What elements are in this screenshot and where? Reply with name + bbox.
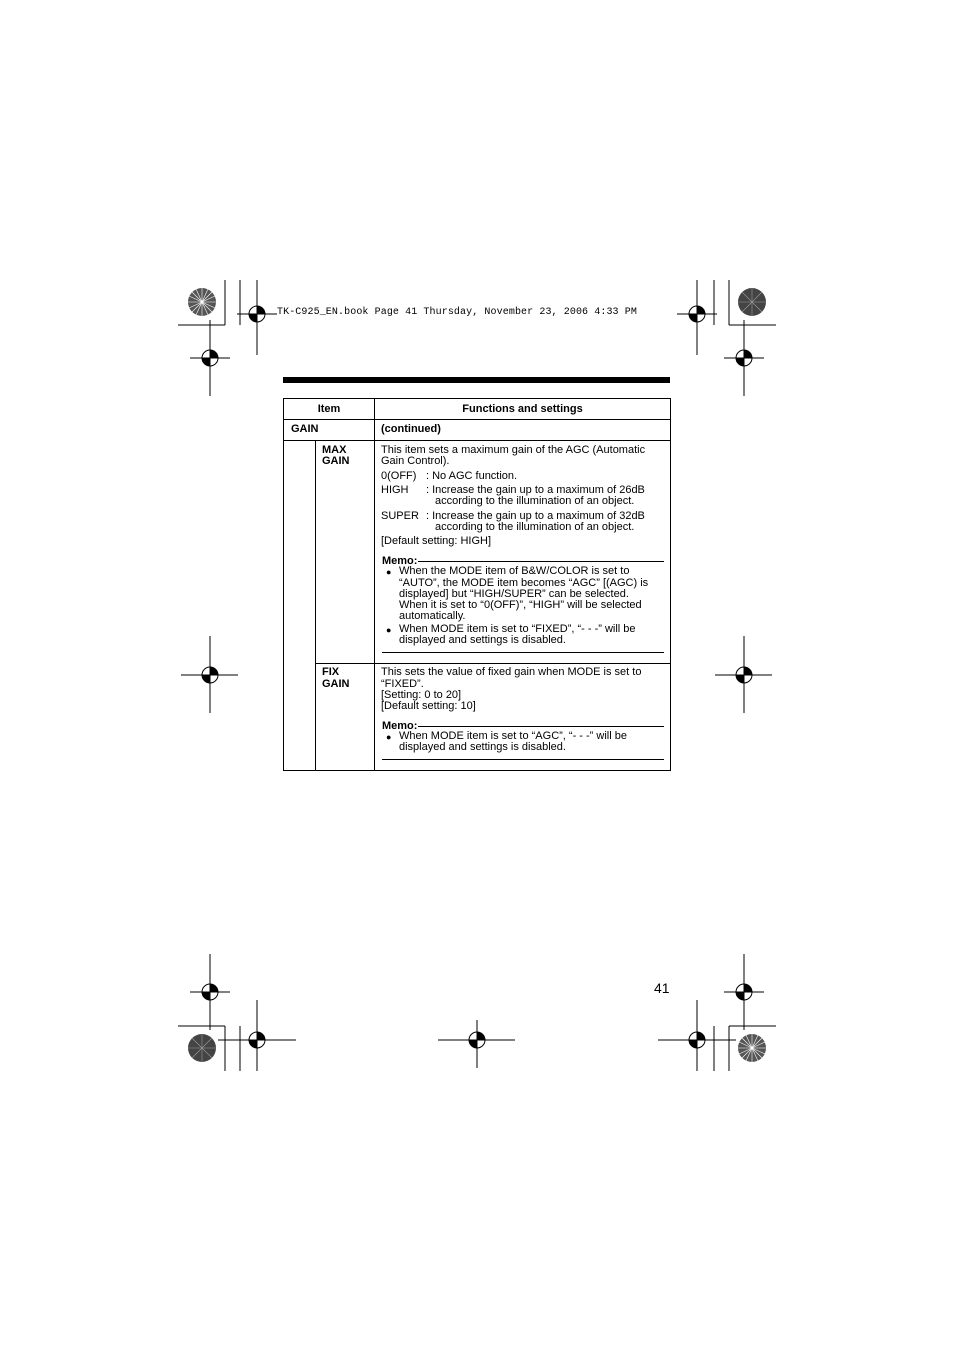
max-gain-label-1: MAX — [322, 444, 347, 456]
col-header-item: Item — [317, 403, 341, 415]
opt-high-val-1: : Increase the gain up to a maximum of 26dB — [426, 484, 645, 496]
continued-label: (continued) — [381, 423, 441, 435]
fix-gain-desc-2: “FIXED”. — [381, 678, 424, 690]
opt-super-val-2: according to the illumination of an object. — [435, 521, 635, 533]
bullet-dot: ● — [386, 625, 392, 635]
col-header-functions: Functions and settings — [462, 403, 583, 415]
fix-gain-default: [Default setting: 10] — [381, 700, 476, 712]
max-gain-desc-2: Gain Control). — [381, 455, 450, 467]
memo-line: When MODE item is set to “FIXED”, “- - -” will be — [399, 623, 636, 635]
bullet-dot: ● — [386, 567, 392, 577]
max-gain-desc-1: This item sets a maximum gain of the AGC (Automatic — [381, 444, 646, 456]
memo-line: displayed and settings is disabled. — [399, 741, 566, 753]
fix-gain-label-1: FIX — [322, 666, 340, 678]
opt-off-key: 0(OFF) — [381, 470, 417, 482]
memo-line: automatically. — [399, 610, 466, 622]
fix-gain-setting: [Setting: 0 to 20] — [381, 689, 462, 701]
sunburst-target-icon — [187, 287, 217, 317]
fix-gain-desc-1: This sets the value of fixed gain when MODE is set to — [381, 666, 642, 678]
memo-line: When it is set to “0(OFF)”, “HIGH” will be selected — [399, 599, 642, 611]
memo-line: displayed and settings is disabled. — [399, 634, 566, 646]
print-header: TK-C925_EN.book Page 41 Thursday, November 23, 2006 4:33 PM — [277, 307, 637, 318]
memo-line: When the MODE item of B&W/COLOR is set to — [399, 565, 630, 577]
memo-line: “AUTO”, the MODE item becomes “AGC” [(AGC) is — [399, 577, 649, 589]
page-number: 41 — [654, 980, 670, 996]
max-gain-label-2: GAIN — [322, 455, 350, 467]
opt-off-val: : No AGC function. — [426, 470, 518, 482]
gain-label: GAIN — [291, 423, 319, 435]
max-gain-default: [Default setting: HIGH] — [381, 535, 492, 547]
opt-high-val-2: according to the illumination of an object. — [435, 495, 635, 507]
fix-gain-label-2: GAIN — [322, 678, 350, 690]
memo-line: When MODE item is set to “AGC”, “- - -” will be — [399, 730, 627, 742]
sunburst-target-icon — [737, 287, 767, 317]
opt-super-val-1: : Increase the gain up to a maximum of 32dB — [426, 510, 645, 522]
memo-line: displayed] but “HIGH/SUPER” can be selected. — [399, 588, 629, 600]
sunburst-target-icon — [737, 1033, 767, 1063]
opt-high-key: HIGH — [381, 484, 409, 496]
memo-label: Memo: — [382, 720, 418, 732]
opt-super-key: SUPER — [381, 510, 419, 522]
sunburst-target-icon — [187, 1033, 217, 1063]
memo-label: Memo: — [382, 555, 418, 567]
bullet-dot: ● — [386, 732, 392, 742]
